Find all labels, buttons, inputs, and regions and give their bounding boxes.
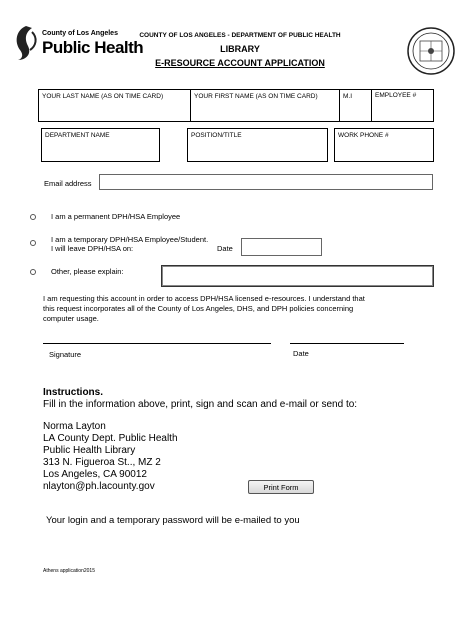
- footer-filename: Athens application2015: [43, 568, 95, 574]
- other-radio[interactable]: [30, 269, 36, 275]
- department-field[interactable]: [41, 128, 160, 162]
- header-line3: E-RESOURCE ACCOUNT APPLICATION: [155, 58, 325, 68]
- position-field[interactable]: [187, 128, 328, 162]
- address-line: Public Health Library: [43, 445, 136, 456]
- print-form-button[interactable]: Print Form: [248, 480, 314, 494]
- address-email: nlayton@ph.lacounty.gov: [43, 481, 155, 492]
- statement-line1: I am requesting this account in order to access DPH/HSA licensed e-resources. I understand that: [43, 294, 365, 303]
- permanent-option-label: I am a permanent DPH/HSA Employee: [51, 212, 181, 221]
- position-label: POSITION/TITLE: [191, 132, 242, 139]
- first-name-field[interactable]: [190, 89, 340, 122]
- header-line1: COUNTY OF LOS ANGELES - DEPARTMENT OF PUBLIC HEALTH: [139, 32, 341, 39]
- work-phone-label: WORK PHONE #: [338, 132, 389, 139]
- temporary-radio[interactable]: [30, 240, 36, 246]
- address-line: Norma Layton: [43, 421, 106, 432]
- instructions-body: Fill in the information above, print, sign and scan and e-mail or send to:: [43, 399, 358, 410]
- temporary-leave-label: I will leave DPH/HSA on:: [51, 244, 134, 253]
- last-name-field[interactable]: [38, 89, 191, 122]
- work-phone-field[interactable]: [334, 128, 434, 162]
- logo-small-text: County of Los Angeles: [42, 30, 118, 37]
- temporary-option-label: I am a temporary DPH/HSA Employee/Student.: [51, 235, 209, 244]
- header-line2: LIBRARY: [220, 44, 260, 54]
- permanent-radio[interactable]: [30, 214, 36, 220]
- other-option-label: Other, please explain:: [51, 267, 124, 276]
- signature-label: Signature: [49, 350, 82, 359]
- signature-date-line: [290, 343, 404, 344]
- statement-line2: this request incorporates all of the County of Los Angeles, DHS, and DPH policies concerning: [43, 304, 354, 313]
- signature-line: [43, 343, 271, 344]
- last-name-label: YOUR LAST NAME (AS ON TIME CARD): [42, 93, 164, 100]
- leave-date-label: Date: [217, 244, 233, 253]
- address-line: LA County Dept. Public Health: [43, 433, 178, 444]
- middle-initial-field[interactable]: [339, 89, 372, 122]
- department-label: DEPARTMENT NAME: [45, 132, 110, 139]
- address-line: Los Angeles, CA 90012: [43, 469, 147, 480]
- employee-number-label: EMPLOYEE #: [375, 92, 417, 99]
- middle-initial-label: M.I: [343, 93, 353, 100]
- address-line: 313 N. Figueroa St.., MZ 2: [43, 457, 161, 468]
- public-health-logo-icon: [12, 24, 40, 62]
- logo-big-text: Public Health: [42, 38, 144, 57]
- county-seal-icon: [406, 26, 456, 76]
- signature-date-label: Date: [293, 349, 309, 358]
- email-input[interactable]: [99, 174, 433, 190]
- statement-line3: computer usage.: [43, 314, 99, 323]
- first-name-label: YOUR FIRST NAME (AS ON TIME CARD): [194, 93, 318, 100]
- instructions-title: Instructions.: [43, 387, 104, 398]
- employee-number-field[interactable]: [371, 89, 434, 122]
- login-note: Your login and a temporary password will be e-mailed to you: [46, 515, 300, 526]
- email-label: Email address: [44, 179, 92, 188]
- leave-date-input[interactable]: [241, 238, 322, 256]
- other-explain-input[interactable]: [161, 265, 434, 287]
